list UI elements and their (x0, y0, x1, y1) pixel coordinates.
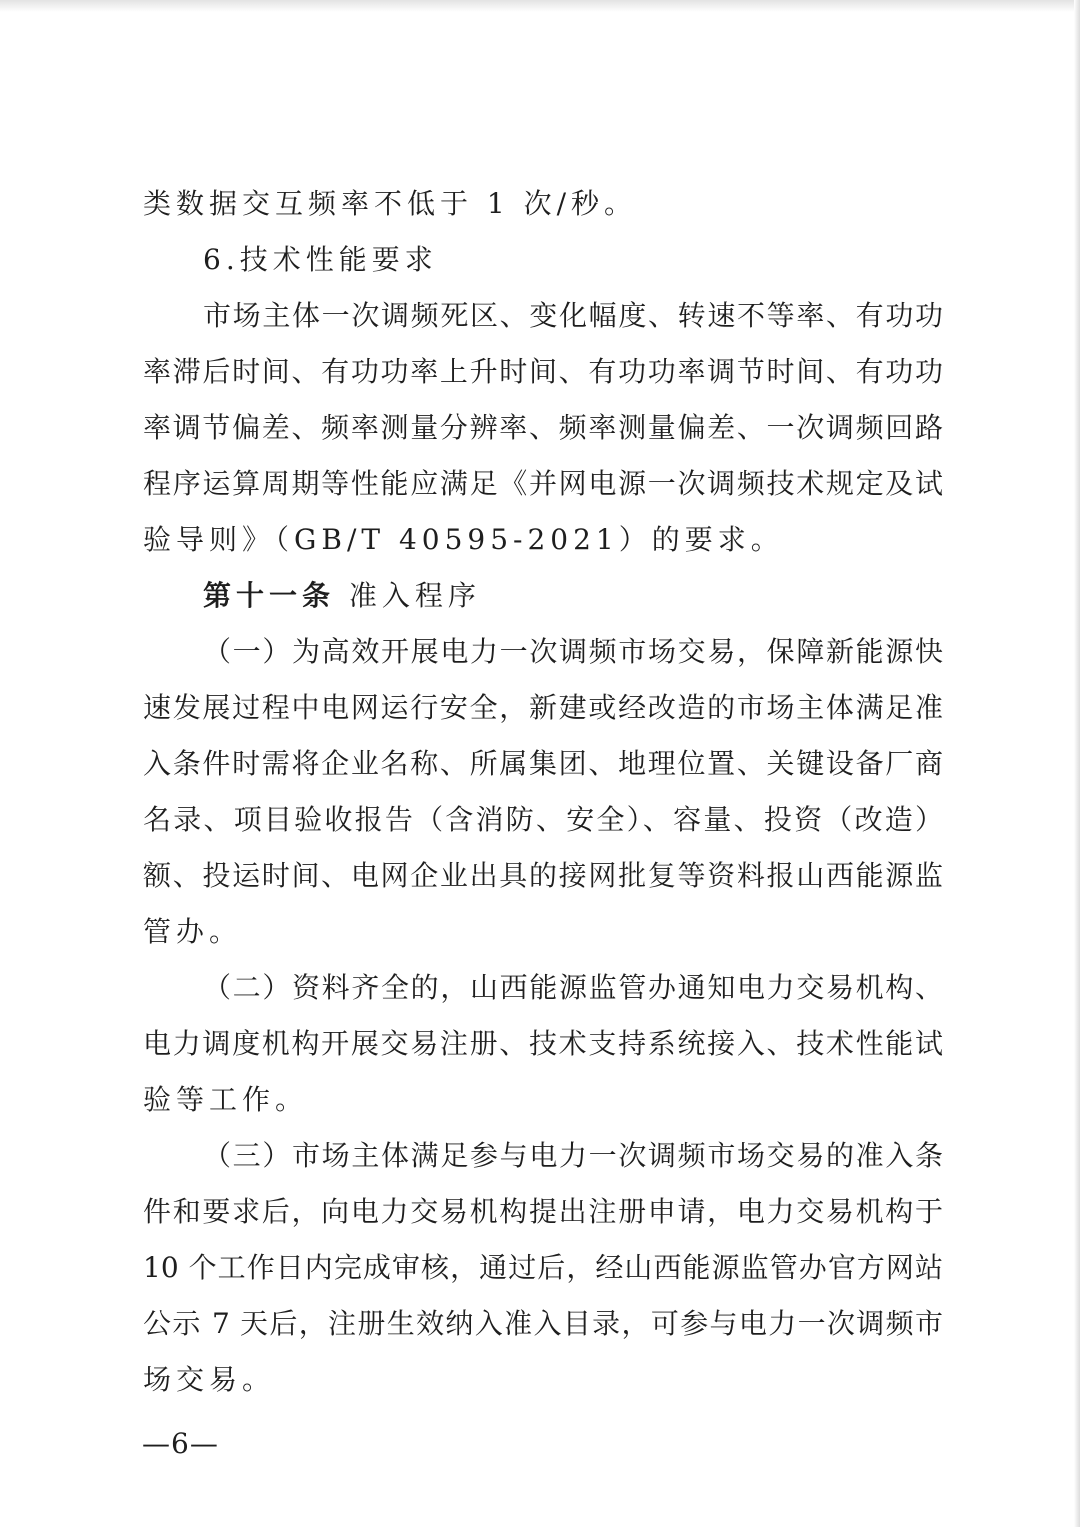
text-line: （三）市场主体满足参与电力一次调频市场交易的准入条 (203, 1139, 943, 1172)
text-line: 入条件时需将企业名称、所属集团、地理位置、关键设备厂商 (143, 747, 943, 780)
text-line: 公示 7 天后，注册生效纳入准入目录，可参与电力一次调频市 (143, 1307, 943, 1340)
text-line: （二）资料齐全的，山西能源监管办通知电力交易机构、 (203, 971, 943, 1004)
scan-top-edge (0, 0, 1080, 12)
text-line: （一）为高效开展电力一次调频市场交易，保障新能源快 (203, 635, 943, 668)
text-line: 程序运算周期等性能应满足《并网电源一次调频技术规定及试 (143, 467, 943, 500)
text-line: 管办。 (143, 915, 243, 948)
text-line: 市场主体一次调频死区、变化幅度、转速不等率、有功功 (203, 299, 943, 332)
text-line: 率滞后时间、有功功率上升时间、有功功率调节时间、有功功 (143, 355, 943, 388)
article-heading (203, 568, 943, 624)
text-line: 件和要求后，向电力交易机构提出注册申请，电力交易机构于 (143, 1195, 943, 1228)
article-title: 准入程序 (348, 579, 481, 612)
text-line: 验导则》（GB/T 40595-2021）的要求。 (143, 523, 784, 556)
text-line: 场交易。 (143, 1363, 276, 1396)
text-line: 10 个工作日内完成审核，通过后，经山西能源监管办官方网站 (143, 1251, 943, 1284)
scan-right-edge (1074, 0, 1080, 1527)
text-line: 电力调度机构开展交易注册、技术支持系统接入、技术性能试 (143, 1027, 943, 1060)
article-number: 第十一条 (203, 579, 336, 612)
text-line: 额、投运时间、电网企业出具的接网批复等资料报山西能源监 (143, 859, 943, 892)
subsection-heading: 6.技术性能要求 (203, 243, 438, 276)
text-line: 率调节偏差、频率测量分辨率、频率测量偏差、一次调频回路 (143, 411, 943, 444)
text-line: 类数据交互频率不低于 1 次/秒。 (143, 187, 638, 220)
text-line: 速发展过程中电网运行安全，新建或经改造的市场主体满足准 (143, 691, 943, 724)
page-number: —6— (142, 1427, 219, 1460)
text-line: 验等工作。 (143, 1083, 309, 1116)
text-line: 名录、项目验收报告（含消防、安全）、容量、投资（改造） (143, 803, 943, 836)
